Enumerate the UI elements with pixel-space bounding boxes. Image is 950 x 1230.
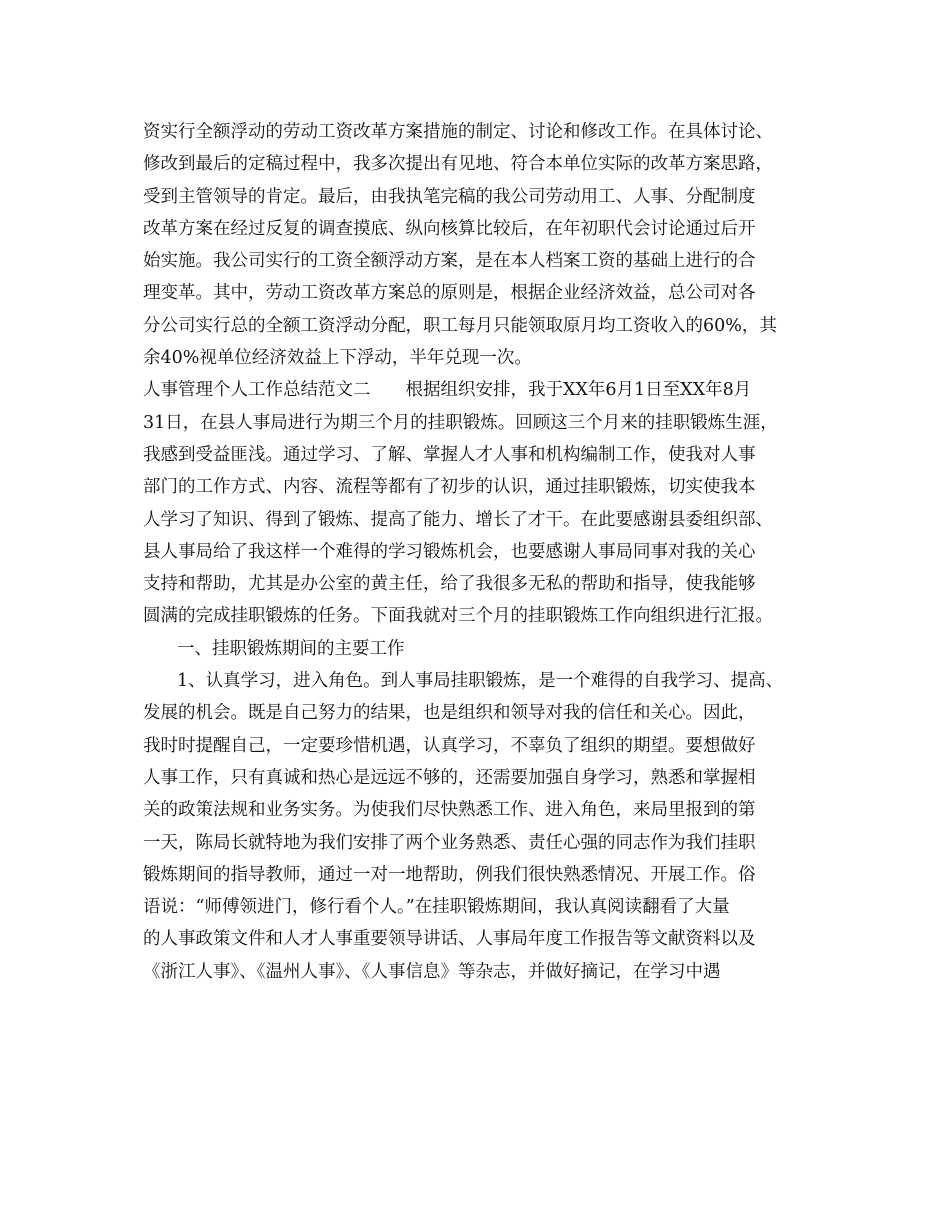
text-line: 人事管理个人工作总结范文二 根据组织安排，我于XX年6月1日至XX年8月: [143, 380, 752, 401]
body-text: [143, 116, 833, 988]
text-line: 分公司实行总的全额工资浮动分配，职工每月只能领取原月均工资收入的60%，其: [143, 315, 777, 336]
text-line: 受到主管领导的肯定。最后，由我执笔完稿的我公司劳动用工、人事、分配制度: [143, 186, 756, 207]
text-line: 一、挂职锻炼期间的主要工作: [177, 638, 405, 659]
text-line: 1、认真学习，进入角色。到人事局挂职锻炼，是一个难得的自我学习、提高、: [177, 671, 784, 692]
text-line: 我感到受益匪浅。通过学习、了解、掌握人才人事和机构编制工作，使我对人事: [143, 444, 756, 465]
text-line: 始实施。我公司实行的工资全额浮动方案，是在本人档案工资的基础上进行的合: [143, 251, 756, 272]
text-line: 资实行全额浮动的劳动工资改革方案措施的制定、讨论和修改工作。在具体讨论、: [143, 122, 773, 142]
text-line: 一天，陈局长就特地为我们安排了两个业务熟悉、责任心强的同志作为我们挂职: [143, 832, 756, 853]
text-line: 关的政策法规和业务实务。为使我们尽快熟悉工作、进入角色，来局里报到的第: [143, 800, 756, 821]
text-line: 县人事局给了我这样一个难得的学习锻炼机会，也要感谢人事局同事对我的关心: [143, 541, 756, 562]
text-line: 支持和帮助，尤其是办公室的黄主任，给了我很多无私的帮助和指导，使我能够: [143, 574, 756, 595]
text-line: 余40%视单位经济效益上下浮动，半年兑现一次。: [143, 348, 532, 369]
text-line: 圆满的完成挂职锻炼的任务。下面我就对三个月的挂职锻炼工作向组织进行汇报。: [143, 606, 773, 627]
text-line: 部门的工作方式、内容、流程等都有了初步的认识，通过挂职锻炼，切实使我本: [143, 477, 756, 498]
text-line: 31日，在县人事局进行为期三个月的挂职锻炼。回顾这三个月来的挂职锻炼生涯，: [143, 412, 778, 433]
text-line: 人学习了知识、得到了锻炼、提高了能力、增长了才干。在此要感谢县委组织部、: [143, 509, 773, 530]
text-line: 修改到最后的定稿过程中，我多次提出有见地、符合本单位实际的改革方案思路，: [143, 154, 773, 175]
text-line: 《浙江人事》、《温州人事》、《人事信息》等杂志，并做好摘记，在学习中遇: [143, 961, 721, 982]
text-line: 人事工作，只有真诚和热心是远远不够的，还需要加强自身学习，熟悉和掌握相: [143, 767, 756, 788]
text-line: 我时时提醒自己，一定要珍惜机遇，认真学习，不辜负了组织的期望。要想做好: [143, 735, 756, 756]
text-line: 语说：“师傅领进门，修行看个人。”在挂职锻炼期间，我认真阅读翻看了大量: [143, 897, 730, 918]
text-line: 发展的机会。既是自己努力的结果，也是组织和领导对我的信任和关心。因此，: [143, 703, 756, 724]
text-line: 的人事政策文件和人才人事重要领导讲话、人事局年度工作报告等文献资料以及: [143, 929, 756, 950]
text-line: 理变革。其中，劳动工资改革方案总的原则是，根据企业经济效益，总公司对各: [143, 283, 756, 304]
text-line: 锻炼期间的指导教师，通过一对一地帮助，例我们很快熟悉情况、开展工作。俗: [143, 864, 756, 885]
text-line: 改革方案在经过反复的调查摸底、纵向核算比较后，在年初职代会讨论通过后开: [143, 218, 756, 239]
